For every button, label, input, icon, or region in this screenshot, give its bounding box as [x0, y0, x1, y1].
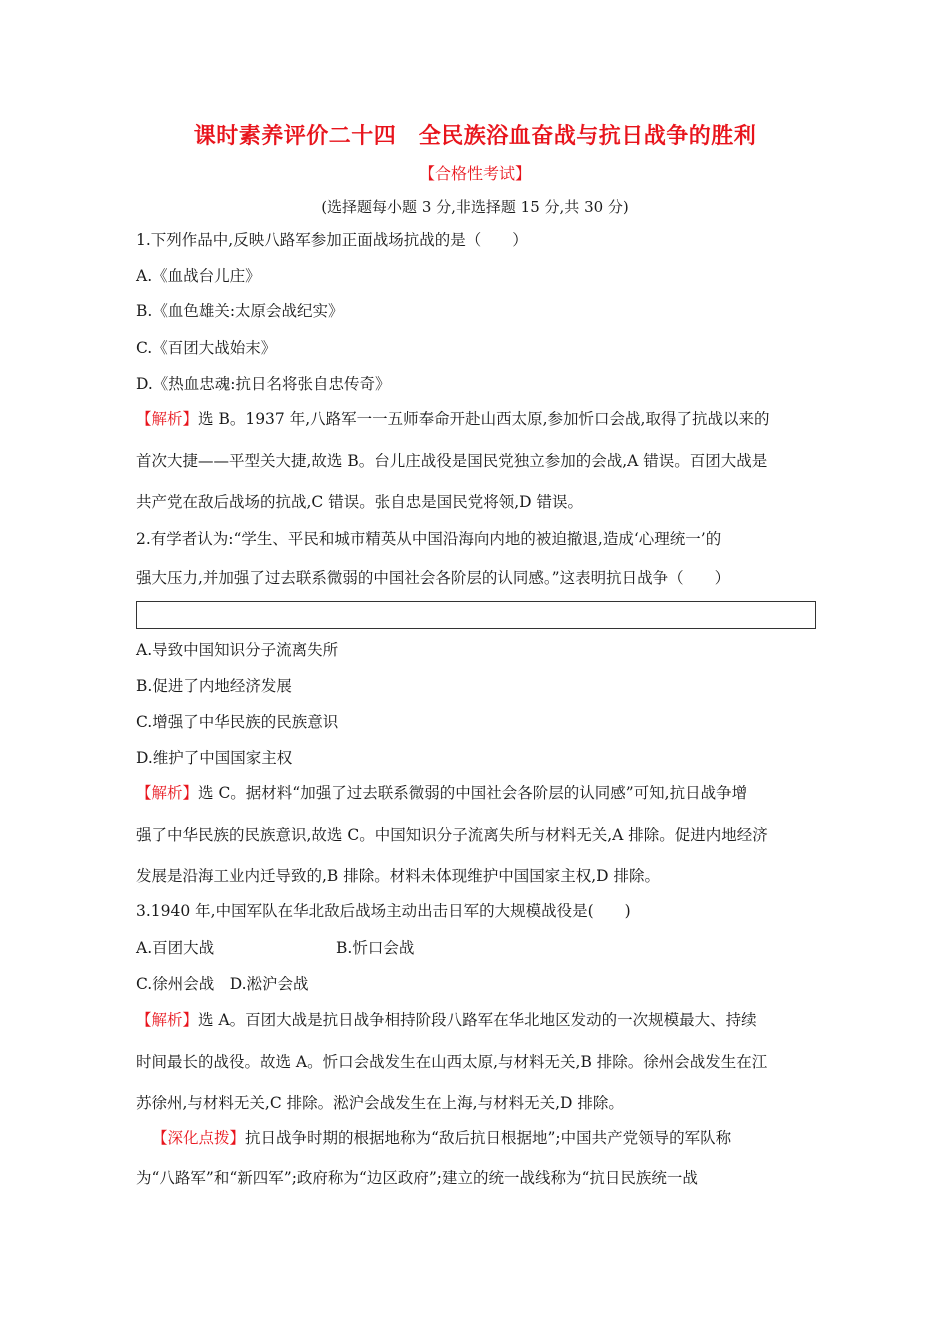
q1-analysis-line: 共产党在敌后战场的抗战,C 错误。张自忠是国民党将领,D 错误。: [136, 493, 583, 511]
q1-option-a: A.《血战台儿庄》: [136, 267, 261, 285]
q2-stem-line: 2.有学者认为:“学生、平民和城市精英从中国沿海向内地的被迫撤退,造成‘心理统一’的: [136, 530, 722, 548]
q2-analysis-line: 【解析】选 C。据材料“加强了过去联系微弱的中国社会各阶层的认同感”可知,抗日战争增: [136, 784, 748, 802]
deepen-tag: 【深化点拨】: [152, 1129, 246, 1147]
deepen-line: 为“八路军”和“新四军”;政府称为“边区政府”;建立的统一战线称为“抗日民族统一战: [136, 1169, 698, 1187]
q1-analysis-line: 首次大捷——平型关大捷,故选 B。台儿庄战役是国民党独立参加的会战,A 错误。百团大战是: [136, 452, 768, 470]
page-title: 课时素养评价二十四 全民族浴血奋战与抗日战争的胜利: [193, 123, 757, 149]
q2-option-c: C.增强了中华民族的民族意识: [136, 713, 339, 731]
q3-option-b: B.忻口会战: [336, 939, 415, 957]
q3-analysis-line: 【解析】选 A。百团大战是抗日战争相持阶段八路军在华北地区发动的一次规模最大、持续: [136, 1011, 757, 1029]
q2-analysis-line: 强了中华民族的民族意识,故选 C。中国知识分子流离失所与材料无关,A 排除。促进内地经济: [136, 826, 768, 844]
q3-analysis-line: 苏徐州,与材料无关,C 排除。淞沪会战发生在上海,与材料无关,D 排除。: [136, 1094, 624, 1112]
q2-stem-line: 强大压力,并加强了过去联系微弱的中国社会各阶层的认同感。”这表明抗日战争（ ）: [136, 569, 731, 587]
q3-analysis-line: 时间最长的战役。故选 A。忻口会战发生在山西太原,与材料无关,B 排除。徐州会战发生在江: [136, 1053, 768, 1071]
analysis-tag: 【解析】: [136, 410, 199, 428]
q2-option-d: D.维护了中国国家主权: [136, 749, 293, 767]
q1-analysis-line: 【解析】选 B。1937 年,八路军一一五师奉命开赴山西太原,参加忻口会战,取得了抗战以来的: [136, 410, 770, 428]
answer-box: [136, 601, 816, 629]
q1-stem: 1.下列作品中,反映八路军参加正面战场抗战的是（ ）: [136, 231, 528, 249]
q3-option-cd: C.徐州会战 D.淞沪会战: [136, 975, 309, 993]
q2-option-a: A.导致中国知识分子流离失所: [136, 641, 339, 659]
deepen-line: 【深化点拨】抗日战争时期的根据地称为“敌后抗日根据地”;中国共产党领导的军队称: [152, 1129, 732, 1147]
q1-option-c: C.《百团大战始末》: [136, 339, 277, 357]
analysis-tag: 【解析】: [136, 784, 199, 802]
q1-option-d: D.《热血忠魂:抗日名将张自忠传奇》: [136, 375, 391, 393]
q2-analysis-line: 发展是沿海工业内迁导致的,B 排除。材料未体现维护中国国家主权,D 排除。: [136, 867, 661, 885]
section-heading: 【合格性考试】: [418, 164, 531, 183]
analysis-tag: 【解析】: [136, 1011, 199, 1029]
score-note: (选择题每小题 3 分,非选择题 15 分,共 30 分): [321, 198, 629, 216]
q1-option-b: B.《血色雄关:太原会战纪实》: [136, 302, 344, 320]
q2-option-b: B.促进了内地经济发展: [136, 677, 292, 695]
q3-option-a: A.百团大战: [136, 939, 215, 957]
q3-stem: 3.1940 年,中国军队在华北敌后战场主动出击日军的大规模战役是( ): [136, 902, 631, 920]
